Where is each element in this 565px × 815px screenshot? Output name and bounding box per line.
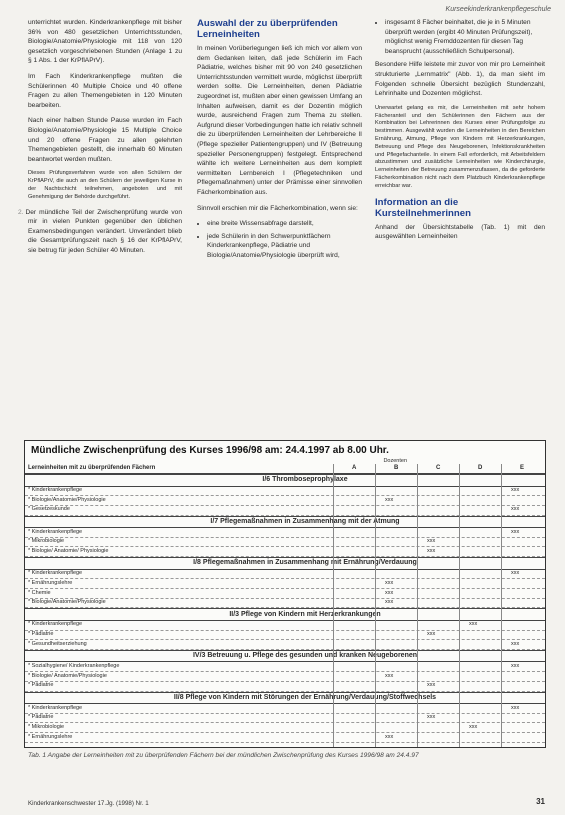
criteria-list	[197, 219, 362, 260]
table-row	[25, 547, 545, 557]
list-marker: 2.	[18, 208, 24, 216]
subject-label: * Biologie/ Anatomie/Physiologie	[28, 672, 107, 679]
column-header-c: C	[436, 465, 441, 471]
table-row	[25, 723, 545, 733]
subject-label: * Chemie	[28, 589, 51, 596]
list-item: • eine breite Wissensabfrage darstellt,	[207, 219, 362, 229]
paragraph: In meinen Vorüberlegungen ließ ich mich vor allem von dem Gedanken leiten, daß jede Schülerin im Fach Pädiatrie, welches bisher mit 90 von 240 gesetzlichen Unterrichtsstunden vermittelt wurde, möglichst überprüft werden sollte. Die Lerneinheiten, denen Pädiatrie zugeordnet ist, mußten aber einen gewissen Umfang an Inhalten aufweisen, damit es der Dozentin möglich wurde, ausreichend Fragen zum Thema zu stellen. Aufgrund dieser Vorbedingungen hatte ich relativ schnell die zu überprüfenden Lerneinheiten der Lehrbereiche II (Pflege spezieller Patientengruppen) und IV (Betreuung spezieller Personengruppen) festgelegt. Entsprechend wählte ich weitere Lerneinheiten aus dem komplett vermittelten Lernbereich I (Pflegetechniken und Pflegemaßnahmen) unter der Prämisse einer sinnvollen Fächerkombination aus.	[197, 45, 362, 196]
table-section-header	[25, 608, 545, 621]
table-row	[25, 589, 545, 599]
page-number: 31	[536, 797, 545, 806]
assignment-mark: xxx	[511, 487, 520, 493]
subject-label: * Kinderkrankenpflege	[28, 570, 83, 577]
column-header-b: B	[394, 465, 399, 471]
subject-label: * Kinderkrankenpflege	[28, 487, 83, 493]
subject-label: * Biologie/Anatomie/Physiologie	[28, 599, 106, 606]
assignment-mark: xxx	[427, 538, 436, 545]
table-body	[25, 474, 545, 743]
assignment-mark: xxx	[385, 733, 394, 740]
note-paragraph: Unerwartet gelang es mir, die Lerneinheiten mit sehr hohem Fächeranteil und den Schülerinnen den Fächern aus der Kombination bei Lehrerinnen des Kurses einer Prüfungsfolge zu bestimmen. Ausgewählt wurden die Lerneinheiten in den Bereichen Ernährung, Atmung, Pflege von Kindern mit Herzerkrankungen, Betreuung und Pflege des Neugeborenen, Infektionskrankheiten und Pflegefachanteile. In einem Fall erforderlich, mit Arbeitsfeldern abzustimmen und zusätzliche Lerneinheiten wie Kinderchirurgie, Lerneinheiten der Betreuung zusammenzufassen, da die geforderte Fächerkombination nicht nach dem Platzbuch Kinderkrankenpflege erreichbar war.	[375, 104, 545, 189]
dozenten-label: Dozenten	[383, 458, 407, 464]
assignment-mark: xxx	[385, 672, 394, 679]
subject-label: * Mikrobiologie	[28, 538, 65, 545]
assignment-mark: xxx	[511, 640, 520, 647]
column-divider	[375, 464, 376, 747]
table-row	[25, 682, 545, 692]
column-header-lerneinheiten: Lerneinheiten mit zu überprüfenden Fächern	[28, 465, 156, 471]
column-divider	[459, 464, 460, 747]
column-header-a: A	[352, 465, 357, 471]
table-row	[25, 631, 545, 641]
subject-label: * Sozialhygiene/ Kinderkrankenpflege	[28, 662, 120, 669]
assignment-mark: xxx	[385, 599, 394, 606]
criteria-list-continued	[375, 18, 545, 56]
assignment-mark: xxx	[385, 579, 394, 586]
assignment-mark: xxx	[469, 621, 478, 628]
subject-label: * Biologie/ Anatomie/ Physiologie	[28, 547, 109, 554]
section-title: II/3 Pflege von Kindern mit Herzerkrankungen	[229, 610, 381, 618]
subject-label: * Gesetzeskunde	[28, 506, 70, 513]
table-section-header	[25, 474, 545, 487]
table-row	[25, 570, 545, 580]
section-title: IV/3 Betreuung u. Pflege des gesunden und kranken Neugeborenen	[192, 652, 418, 660]
table-section-header	[25, 557, 545, 570]
assignment-mark: xxx	[427, 714, 436, 721]
subject-label: * Kinderkrankenpflege	[28, 528, 83, 535]
table-row	[25, 599, 545, 609]
subject-label: * Mikrobiologie	[28, 723, 65, 730]
table-row	[25, 704, 545, 714]
column-divider	[333, 464, 334, 747]
paragraph-text: Der mündliche Teil der Zwischenprüfung wurde von mir in vielen Punkten gegenüber den üblichen Examensbedingungen verändert. Unverändert blieb die Gesamtprüfungszeit nach § 16 der KrPflAPrV, sie betrug für jeden Schüler 40 Minuten.	[25, 208, 182, 254]
assignment-mark: xxx	[469, 723, 478, 730]
subject-label: * Kinderkrankenpflege	[28, 704, 83, 711]
table-caption: Tab. 1 Angabe der Lerneinheiten mit zu überprüfenden Fächern bei der mündlichen Zwischenprüfung des Kurses 1996/98 am 24.4.97	[28, 752, 419, 759]
table-row	[25, 487, 545, 497]
assignment-mark: xxx	[511, 528, 520, 535]
table-section-header	[25, 650, 545, 663]
column-divider	[417, 464, 418, 747]
subject-label: * Biologie/Anatomie/Physiologie	[28, 496, 106, 503]
assignment-mark: xxx	[427, 631, 436, 638]
assignment-mark: xxx	[385, 496, 394, 503]
subject-label: * Pädiatrie	[28, 714, 54, 721]
subject-label: * Ernährungslehre	[28, 733, 73, 740]
section-heading: Auswahl der zu überprüfenden Lerneinheiten	[197, 18, 338, 40]
section-title: I/8 Pflegemaßnahmen in Zusammenhang mit Ernährung/Verdauung	[193, 559, 417, 567]
assignment-mark: xxx	[427, 547, 436, 554]
assignment-mark: xxx	[511, 506, 520, 513]
page-footer: Kinderkrankenschwester 17.Jg. (1998) Nr. 1	[28, 800, 149, 807]
paragraph: Besondere Hilfe leistete mir zuvor von mir pro Lerneinheit strukturierte „Lernmatrix" (Abb. 1), da man sieht im Folgenden schnelle Übersicht bezüglich Stundenzahl, Lehrinhalte und Dozenten möglichst.	[375, 61, 545, 98]
table-row	[25, 506, 545, 516]
table-row	[25, 672, 545, 682]
table-row	[25, 496, 545, 506]
subject-label: * Pädiatrie	[28, 682, 54, 689]
section-title: II/8 Pflege von Kindern mit Störungen der Ernährung/Verdauung/Stoffwechsels	[173, 693, 437, 701]
assignment-mark: xxx	[511, 662, 520, 669]
paragraph	[18, 208, 182, 256]
table-row	[25, 714, 545, 724]
paragraph: Anhand der Übersichtstabelle (Tab. 1) mit den ausgewählten Lerneinheiten	[375, 223, 545, 241]
table-row	[25, 579, 545, 589]
table-row	[25, 621, 545, 631]
paragraph: Sinnvoll erschien mir die Fächerkombination, wenn sie:	[197, 204, 358, 212]
footnote-paragraph: Dieses Prüfungsverfahren wurde von allen Schülern der KrPflAPrV, die auch an den Schülern der jeweiligen Kurse in der Nachtschicht teilnehmen, angeboten und mit Genehmigung der Behörde durchgeführt.	[28, 170, 182, 200]
list-item: • jede Schülerin in den Schwerpunktfächern Kinderkrankenpflege, Pädiatrie und Biologie/Anatomie/Physiologie überprüft wird,	[207, 232, 362, 261]
list-item: • insgesamt 8 Fächer beinhaltet, die je in 5 Minuten überprüft werden (ergibt 40 Minuten Prüfungszeit), möglichst wenig Fremddozenten für diesen Tag beansprucht (ausschließlich Schulpersonal).	[385, 18, 545, 56]
table-section-header	[25, 516, 545, 529]
assignment-mark: xxx	[385, 589, 394, 596]
subject-label: * Ernährungslehre	[28, 579, 73, 586]
paragraph: unterrichtet wurden. Kinderkrankenpflege mit bisher 36% von 480 gesetzlichen Unterrichtsstunden, Biologie/Anatomie/Physiologie mit 118 von 120 gesetzlich vorgeschriebenen Stunden (Anlage 1 zu § 1 Abs. 1 der KrPflAPrV).	[28, 19, 182, 65]
column-1	[18, 18, 182, 261]
paragraph: Im Fach Kinderkrankenpflege mußten die Schülerinnen 40 Multiple Choice und 40 offene Fragen zu allen Themengebieten in 120 Minuten bearbeiten.	[28, 72, 182, 109]
column-3	[375, 18, 545, 248]
subject-label: * Pädiatrie	[28, 631, 54, 638]
table-row	[25, 733, 545, 743]
assignment-mark: xxx	[511, 704, 520, 711]
table-row	[25, 538, 545, 548]
table-row	[25, 528, 545, 538]
exam-schedule-table	[24, 440, 546, 748]
assignment-mark: xxx	[511, 570, 520, 577]
column-2	[197, 18, 362, 264]
column-header-d: D	[478, 465, 483, 471]
section-heading: Information an die Kursteilnehmerinnen	[375, 196, 471, 219]
column-divider	[501, 464, 502, 747]
table-title: Mündliche Zwischenprüfung des Kurses 1996/98 am: 24.4.1997 ab 8.00 Uhr.	[31, 445, 389, 456]
table-header-row	[25, 464, 545, 474]
table-row	[25, 640, 545, 650]
subject-label: * Gesundheitserziehung	[28, 640, 87, 647]
running-header: Kurseekinderkrankenpflegeschule	[445, 6, 551, 13]
paragraph: Nach einer halben Stunde Pause wurden im Fach Biologie/Anatomie/Physiologie 15 Multiple Choice und 20 offene Fragen zu allen gelehrten Themengebieten gestellt, die innerhalb 60 Minuten beantwortet werden mußten.	[28, 117, 182, 163]
table-section-header	[25, 692, 545, 705]
table-row	[25, 662, 545, 672]
subject-label: * Kinderkrankenpflege	[28, 621, 83, 628]
column-header-e: E	[520, 465, 525, 471]
assignment-mark: xxx	[427, 682, 436, 689]
section-title: I/6 Thromboseprophylaxe	[262, 476, 348, 484]
section-title: I/7 Pflegemaßnahmen in Zusammenhang mit der Atmung	[210, 517, 400, 525]
